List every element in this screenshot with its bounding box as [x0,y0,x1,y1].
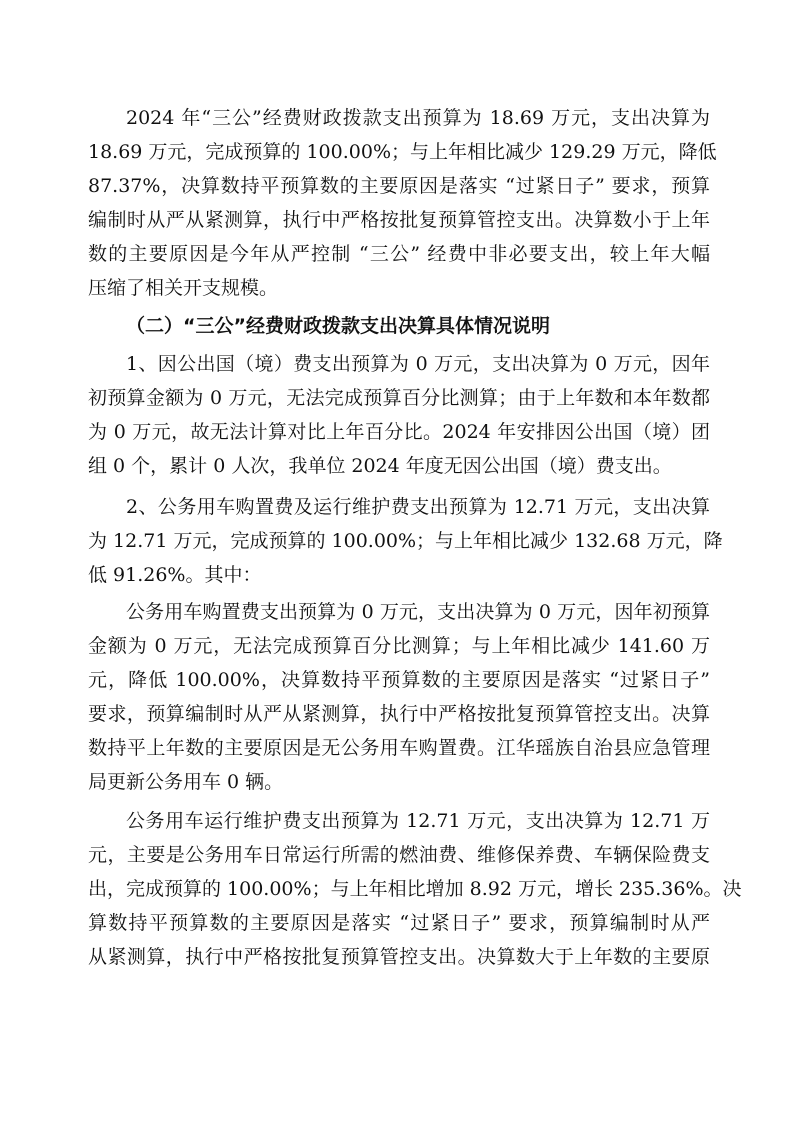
paragraph-line: 从紧测算，执行中严格按批复预算管控支出。决算数大于上年数的主要原 [88,946,710,968]
paragraph-line: 为 12.71 万元，完成预算的 100.00%；与上年相比减少 132.68 万元，降 [88,530,723,552]
paragraph-line: 初预算金额为 0 万元，无法完成预算百分比测算；由于上年数和本年数都 [88,387,710,409]
paragraph-line: 为 0 万元，故无法计算对比上年百分比。2024 年安排因公出国（境）团 [88,421,710,443]
paragraph-line: 算数持平预算数的主要原因是落实 “过紧日子” 要求，预算编制时从严 [88,912,710,934]
paragraph-line: 公务用车运行维护费支出预算为 12.71 万元，支出决算为 12.71 万 [126,810,710,832]
paragraph-line: 局更新公务用车 0 辆。 [88,771,284,793]
paragraph-line: 编制时从严从紧测算，执行中严格按批复预算管控支出。决算数小于上年 [88,209,710,231]
paragraph-line: 金额为 0 万元，无法完成预算百分比测算；与上年相比减少 141.60 万 [88,635,710,657]
paragraph-line: 2、公务用车购置费及运行维护费支出预算为 12.71 万元，支出决算 [126,496,710,518]
paragraph-line: 低 91.26%。其中： [88,564,262,586]
paragraph-line: 18.69 万元，完成预算的 100.00%；与上年相比减少 129.29 万元，降低 [88,141,717,163]
section-heading: （二）“三公”经费财政拨款支出决算具体情况说明 [126,315,550,337]
paragraph-line: 1、因公出国（境）费支出预算为 0 万元，支出决算为 0 万元，因年 [126,353,710,375]
paragraph-line: 87.37%，决算数持平预算数的主要原因是落实 “过紧日子” 要求，预算 [88,175,710,197]
paragraph-line: 元，降低 100.00%，决算数持平预算数的主要原因是落实 “过紧日子” [88,669,710,691]
paragraph-line: 组 0 个，累计 0 人次，我单位 2024 年度无因公出国（境）费支出。 [88,455,672,477]
paragraph-line: 元，主要是公务用车日常运行所需的燃油费、维修保养费、车辆保险费支 [88,844,710,866]
paragraph-line: 压缩了相关开支规模。 [88,277,279,299]
paragraph-line: 公务用车购置费支出预算为 0 万元，支出决算为 0 万元，因年初预算 [126,601,710,623]
paragraph-line: 数的主要原因是今年从严控制 “三公” 经费中非必要支出，较上年大幅 [88,243,710,265]
paragraph-line: 要求，预算编制时从严从紧测算，执行中严格按批复预算管控支出。决算 [88,703,710,725]
paragraph-line: 2024 年“三公”经费财政拨款支出预算为 18.69 万元，支出决算为 [126,107,710,129]
paragraph-line: 数持平上年数的主要原因是无公务用车购置费。江华瑶族自治县应急管理 [88,737,710,759]
paragraph-line: 出，完成预算的 100.00%；与上年相比增加 8.92 万元，增长 235.36%。决 [88,878,742,900]
